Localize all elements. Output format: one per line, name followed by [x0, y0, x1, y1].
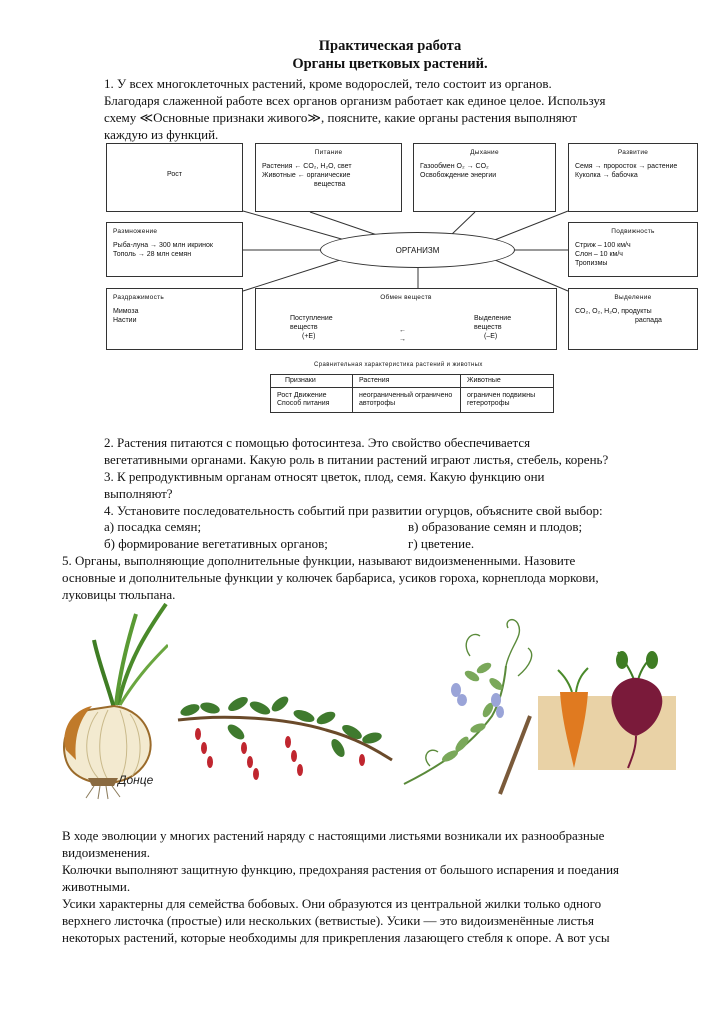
question-2: 2. Растения питаются с помощью фотосинтеза. Это свойство обеспечивается: [104, 435, 531, 450]
box-nutrition-line: Животные ← органические: [262, 172, 351, 179]
table-cell-text: ограничено: [414, 392, 453, 399]
bottom-text-line: В ходе эволюции у многих растений наряду с настоящими листьями возникали их разнообразные: [62, 828, 605, 843]
box-development: [568, 143, 698, 212]
question-5: 5. Органы, выполняющие дополнительные функции, называют видоизмененными. Назовите: [62, 553, 576, 568]
metabolism-output: Выделение: [474, 315, 512, 322]
table-cell-text: подвижны: [502, 392, 536, 399]
question-3: 3. К репродуктивным органам относят цветок, плод, семя. Какую функцию они: [104, 469, 545, 484]
table-header-row: [271, 375, 554, 388]
box-reproduction-title: Размножение: [113, 228, 158, 235]
box-respiration-line: Освобождение энергии: [420, 172, 497, 179]
box-irritability: [106, 288, 243, 350]
pea-support: [500, 716, 530, 794]
root-vegetables-illustration: [538, 650, 676, 770]
question-4-option-b: б) формирование вегетативных органов;: [104, 536, 328, 551]
question-4: 4. Установите последовательность событий при развитии огурцов, объясните свой выбор:: [104, 503, 603, 518]
metabolism-intake: веществ: [290, 324, 318, 331]
onion-basal-plate: [88, 778, 118, 786]
box-excretion-line: CO₂, O₂, H₂O, продукты: [575, 308, 652, 315]
metabolism-intake: Поступление: [290, 315, 333, 322]
table-cell-text: гетеротрофы: [467, 400, 510, 407]
table-cell: [271, 388, 353, 413]
carrot-tops: [558, 668, 588, 692]
table-row: [271, 388, 554, 413]
box-mobility-title: Подвижность: [611, 228, 655, 235]
question-4-option-a: а) посадка семян;: [104, 519, 202, 534]
box-metabolism: [255, 288, 557, 350]
box-mobility-line: Тропизмы: [575, 260, 608, 267]
page-title: Практическая работа: [318, 38, 462, 54]
question-3: выполняют?: [104, 486, 173, 501]
box-irritability-line: Настии: [113, 317, 137, 324]
table-cell-text: неограниченный: [359, 392, 413, 399]
box-excretion-title: Выделение: [614, 294, 652, 301]
table-header: Животные: [461, 375, 554, 388]
comparison-table: [270, 374, 554, 413]
pea-tendrils: [426, 620, 532, 766]
question-4-option-c: в) образование семян и плодов;: [408, 519, 583, 534]
box-respiration: [413, 143, 556, 212]
box-metabolism-title: Обмен веществ: [380, 294, 432, 301]
box-nutrition-title: Питание: [314, 149, 343, 156]
box-mobility-line: Слон – 10 км/ч: [575, 251, 623, 258]
beet-tops: [617, 652, 657, 680]
table-header: Растения: [353, 375, 461, 388]
box-irritability-line: Мимоза: [113, 308, 139, 315]
box-development-line: Семя → проросток → растение: [575, 163, 678, 170]
table-cell: [461, 388, 554, 413]
pea-tendril-illustration: [400, 606, 540, 796]
box-reproduction-line: Тополь → 28 млн семян: [113, 251, 192, 258]
box-respiration-title: Дыхание: [470, 149, 499, 156]
box-nutrition-line: Растения ← CO₂, H₂O, свет: [262, 163, 352, 170]
center-organism: ОРГАНИЗМ: [320, 232, 515, 268]
box-irritability-title: Раздражимость: [113, 294, 165, 301]
metabolism-arrow: →: [399, 336, 406, 343]
question-5: луковицы тюльпана.: [62, 587, 176, 602]
box-development-line: Куколка → бабочка: [575, 172, 638, 179]
metabolism-output: (–E): [484, 333, 498, 340]
box-reproduction-line: Рыба-луна → 300 млн икринок: [113, 242, 213, 249]
question-2: вегетативными органами. Какую роль в питании растений играют листья, стебель, корень?: [104, 452, 609, 467]
bottom-text-line: Усики характерны для семейства бобовых. Они образуются из центральной жилки только одного: [62, 896, 602, 911]
onion-illustration: [58, 600, 168, 800]
bottom-text-line: животными.: [62, 879, 131, 894]
box-nutrition-line: вещества: [314, 181, 346, 188]
box-growth-title: Рост: [167, 171, 182, 178]
table-cell-text: Рост: [277, 392, 292, 399]
bottom-text-line: некоторых растений, которые необходимы для прикрепления лазающего стебля к опоре. А вот усы: [62, 930, 610, 945]
box-development-title: Развитие: [617, 149, 649, 156]
box-mobility-line: Стриж – 100 км/ч: [575, 242, 631, 249]
intro-line: 1. У всех многоклеточных растений, кроме водорослей, тело состоит из органов.: [104, 76, 552, 91]
onion-leaves: [94, 604, 168, 708]
barberry-leaves: [179, 694, 383, 759]
question-4-option-d: г) цветение.: [408, 536, 475, 551]
table-cell-text: автотрофы: [359, 400, 396, 407]
intro-line: схему ≪Основные признаки живого≫, поясните, какие органы растения выполняют: [104, 110, 577, 125]
intro-line: Благодаря слаженной работе всех органов организм работает как единое целое. Используя: [104, 93, 606, 108]
metabolism-arrow: ←: [399, 327, 406, 334]
metabolism-intake: (+E): [302, 333, 316, 340]
table-cell-text: ограничен: [467, 392, 501, 399]
box-excretion-line: распада: [635, 317, 662, 324]
onion-label: Донце: [118, 773, 154, 787]
box-respiration-line: Газообмен O₂ → CO₂: [420, 163, 489, 170]
table-cell: [353, 388, 461, 413]
metabolism-output: веществ: [474, 324, 502, 331]
table-header: Признаки: [271, 375, 353, 388]
box-reproduction: [106, 222, 243, 277]
bottom-text-line: видоизменения.: [62, 845, 150, 860]
table-cell-text: Способ питания: [277, 400, 330, 407]
box-growth: [106, 143, 243, 212]
box-mobility: [568, 222, 698, 277]
bottom-text-line: Колючки выполняют защитную функцию, предохраняя растения от большого испарения и поедания: [62, 862, 620, 877]
bottom-text-line: верхнего листочка (простые) или нескольких (ветвистые). Усики — это видоизменённые листья: [62, 913, 594, 928]
box-nutrition: [255, 143, 402, 212]
table-cell-text: Движение: [293, 392, 327, 399]
question-5: основные и дополнительные функции у колючек барбариса, усиков гороха, корнеплода моркови,: [62, 570, 599, 585]
page-subtitle: Органы цветковых растений.: [292, 56, 488, 72]
intro-line: каждую из функций.: [104, 127, 219, 142]
barberry-illustration: [176, 690, 394, 785]
comparison-caption: Сравнительная характеристика растений и животных: [314, 362, 483, 368]
box-excretion: [568, 288, 698, 350]
